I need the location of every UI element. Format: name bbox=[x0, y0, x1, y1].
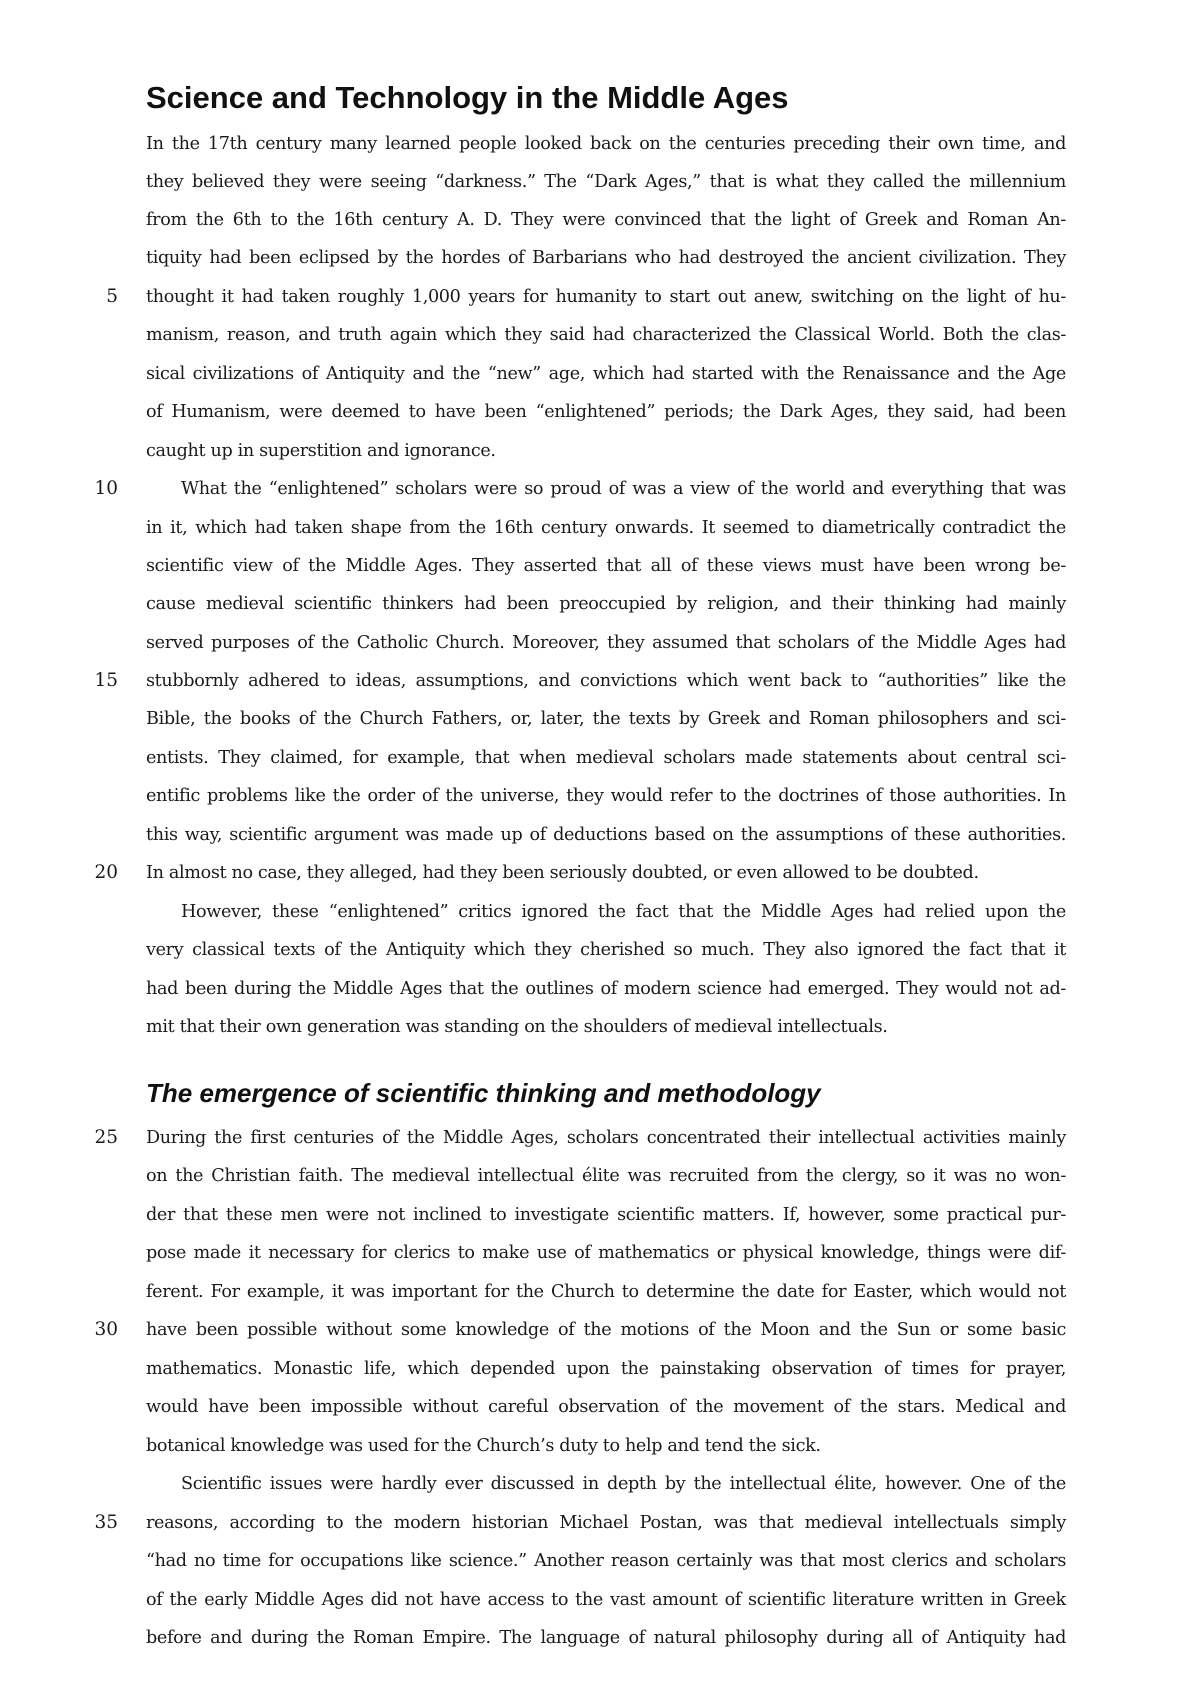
text-line: entists. They claimed, for example, that when medieval scholars made statements about central sci- bbox=[146, 748, 1066, 768]
text-line: in it, which had taken shape from the 16th century onwards. It seemed to diametrically contradict the bbox=[146, 518, 1066, 538]
line-number: 25 bbox=[94, 1127, 118, 1148]
text-line: pose made it necessary for clerics to make use of mathematics or physical knowledge, things were dif- bbox=[146, 1243, 1066, 1263]
text-line: would have been impossible without careful observation of the movement of the stars. Medical and bbox=[146, 1397, 1066, 1417]
text-line: sical civilizations of Antiquity and the “new” age, which had started with the Renaissance and the Age bbox=[146, 364, 1066, 384]
text-line: entific problems like the order of the universe, they would refer to the doctrines of those authorities. In bbox=[146, 786, 1066, 806]
text-line: of the early Middle Ages did not have access to the vast amount of scientific literature written in Greek bbox=[146, 1590, 1066, 1610]
line-number: 5 bbox=[106, 286, 118, 307]
text-line: this way, scientific argument was made up of deductions based on the assumptions of these authorities. bbox=[146, 825, 1066, 845]
text-line: before and during the Roman Empire. The language of natural philosophy during all of Antiquity had bbox=[146, 1628, 1066, 1648]
text-line: In almost no case, they alleged, had they been seriously doubted, or even allowed to be doubted. bbox=[146, 863, 979, 883]
text-line: have been possible without some knowledge of the motions of the Moon and the Sun or some basic bbox=[146, 1320, 1066, 1340]
text-line: stubbornly adhered to ideas, assumptions, and convictions which went back to “authorities” like the bbox=[146, 671, 1066, 691]
text-line: caught up in superstition and ignorance. bbox=[146, 441, 496, 461]
text-line: cause medieval scientific thinkers had been preoccupied by religion, and their thinking had mainly bbox=[146, 594, 1066, 614]
text-line: served purposes of the Catholic Church. Moreover, they assumed that scholars of the Middle Ages had bbox=[146, 633, 1066, 653]
text-line: However, these “enlightened” critics ignored the fact that the Middle Ages had relied upon the bbox=[181, 902, 1066, 922]
text-line: Bible, the books of the Church Fathers, or, later, the texts by Greek and Roman philosophers and sci- bbox=[146, 709, 1066, 729]
section-heading: The emergence of scientific thinking and methodology bbox=[146, 1078, 821, 1108]
text-line: on the Christian faith. The medieval intellectual élite was recruited from the clergy, so it was no won- bbox=[146, 1166, 1066, 1186]
text-line: scientific view of the Middle Ages. They asserted that all of these views must have been wrong be- bbox=[146, 556, 1066, 576]
text-line: der that these men were not inclined to investigate scientific matters. If, however, some practical pur- bbox=[146, 1205, 1066, 1225]
text-line: manism, reason, and truth again which they said had characterized the Classical World. Both the clas- bbox=[146, 325, 1066, 345]
text-line: very classical texts of the Antiquity which they cherished so much. They also ignored the fact that it bbox=[146, 940, 1066, 960]
text-line: of Humanism, were deemed to have been “enlightened” periods; the Dark Ages, they said, had been bbox=[146, 402, 1066, 422]
line-number: 30 bbox=[94, 1319, 118, 1340]
page-title: Science and Technology in the Middle Ages bbox=[146, 80, 789, 115]
text-line: During the first centuries of the Middle Ages, scholars concentrated their intellectual activities mainly bbox=[146, 1128, 1066, 1148]
text-line: In the 17th century many learned people looked back on the centuries preceding their own time, and bbox=[146, 134, 1066, 154]
text-line: mathematics. Monastic life, which depended upon the painstaking observation of times for prayer, bbox=[146, 1359, 1066, 1379]
text-line: they believed they were seeing “darkness.” The “Dark Ages,” that is what they called the millennium bbox=[146, 172, 1066, 192]
text-line: reasons, according to the modern historian Michael Postan, was that medieval intellectuals simply bbox=[146, 1513, 1066, 1533]
text-line: from the 6th to the 16th century A. D. They were convinced that the light of Greek and Roman An- bbox=[146, 210, 1066, 230]
line-number: 15 bbox=[94, 670, 118, 691]
text-line: had been during the Middle Ages that the outlines of modern science had emerged. They would not ad- bbox=[146, 979, 1066, 999]
line-number: 20 bbox=[94, 862, 118, 883]
line-number: 35 bbox=[94, 1512, 118, 1533]
text-line: What the “enlightened” scholars were so proud of was a view of the world and everything that was bbox=[181, 479, 1066, 499]
text-line: ferent. For example, it was important for the Church to determine the date for Easter, which would not bbox=[146, 1282, 1066, 1302]
line-number: 10 bbox=[94, 478, 118, 499]
text-line: Scientific issues were hardly ever discussed in depth by the intellectual élite, however. One of the bbox=[181, 1474, 1066, 1494]
text-line: botanical knowledge was used for the Church’s duty to help and tend the sick. bbox=[146, 1436, 821, 1456]
text-line: tiquity had been eclipsed by the hordes of Barbarians who had destroyed the ancient civilization. They bbox=[146, 248, 1066, 268]
text-line: “had no time for occupations like science.” Another reason certainly was that most clerics and scholars bbox=[146, 1551, 1066, 1571]
text-line: mit that their own generation was standing on the shoulders of medieval intellectuals. bbox=[146, 1017, 888, 1037]
text-line: thought it had taken roughly 1,000 years for humanity to start out anew, switching on the light of hu- bbox=[146, 287, 1066, 307]
